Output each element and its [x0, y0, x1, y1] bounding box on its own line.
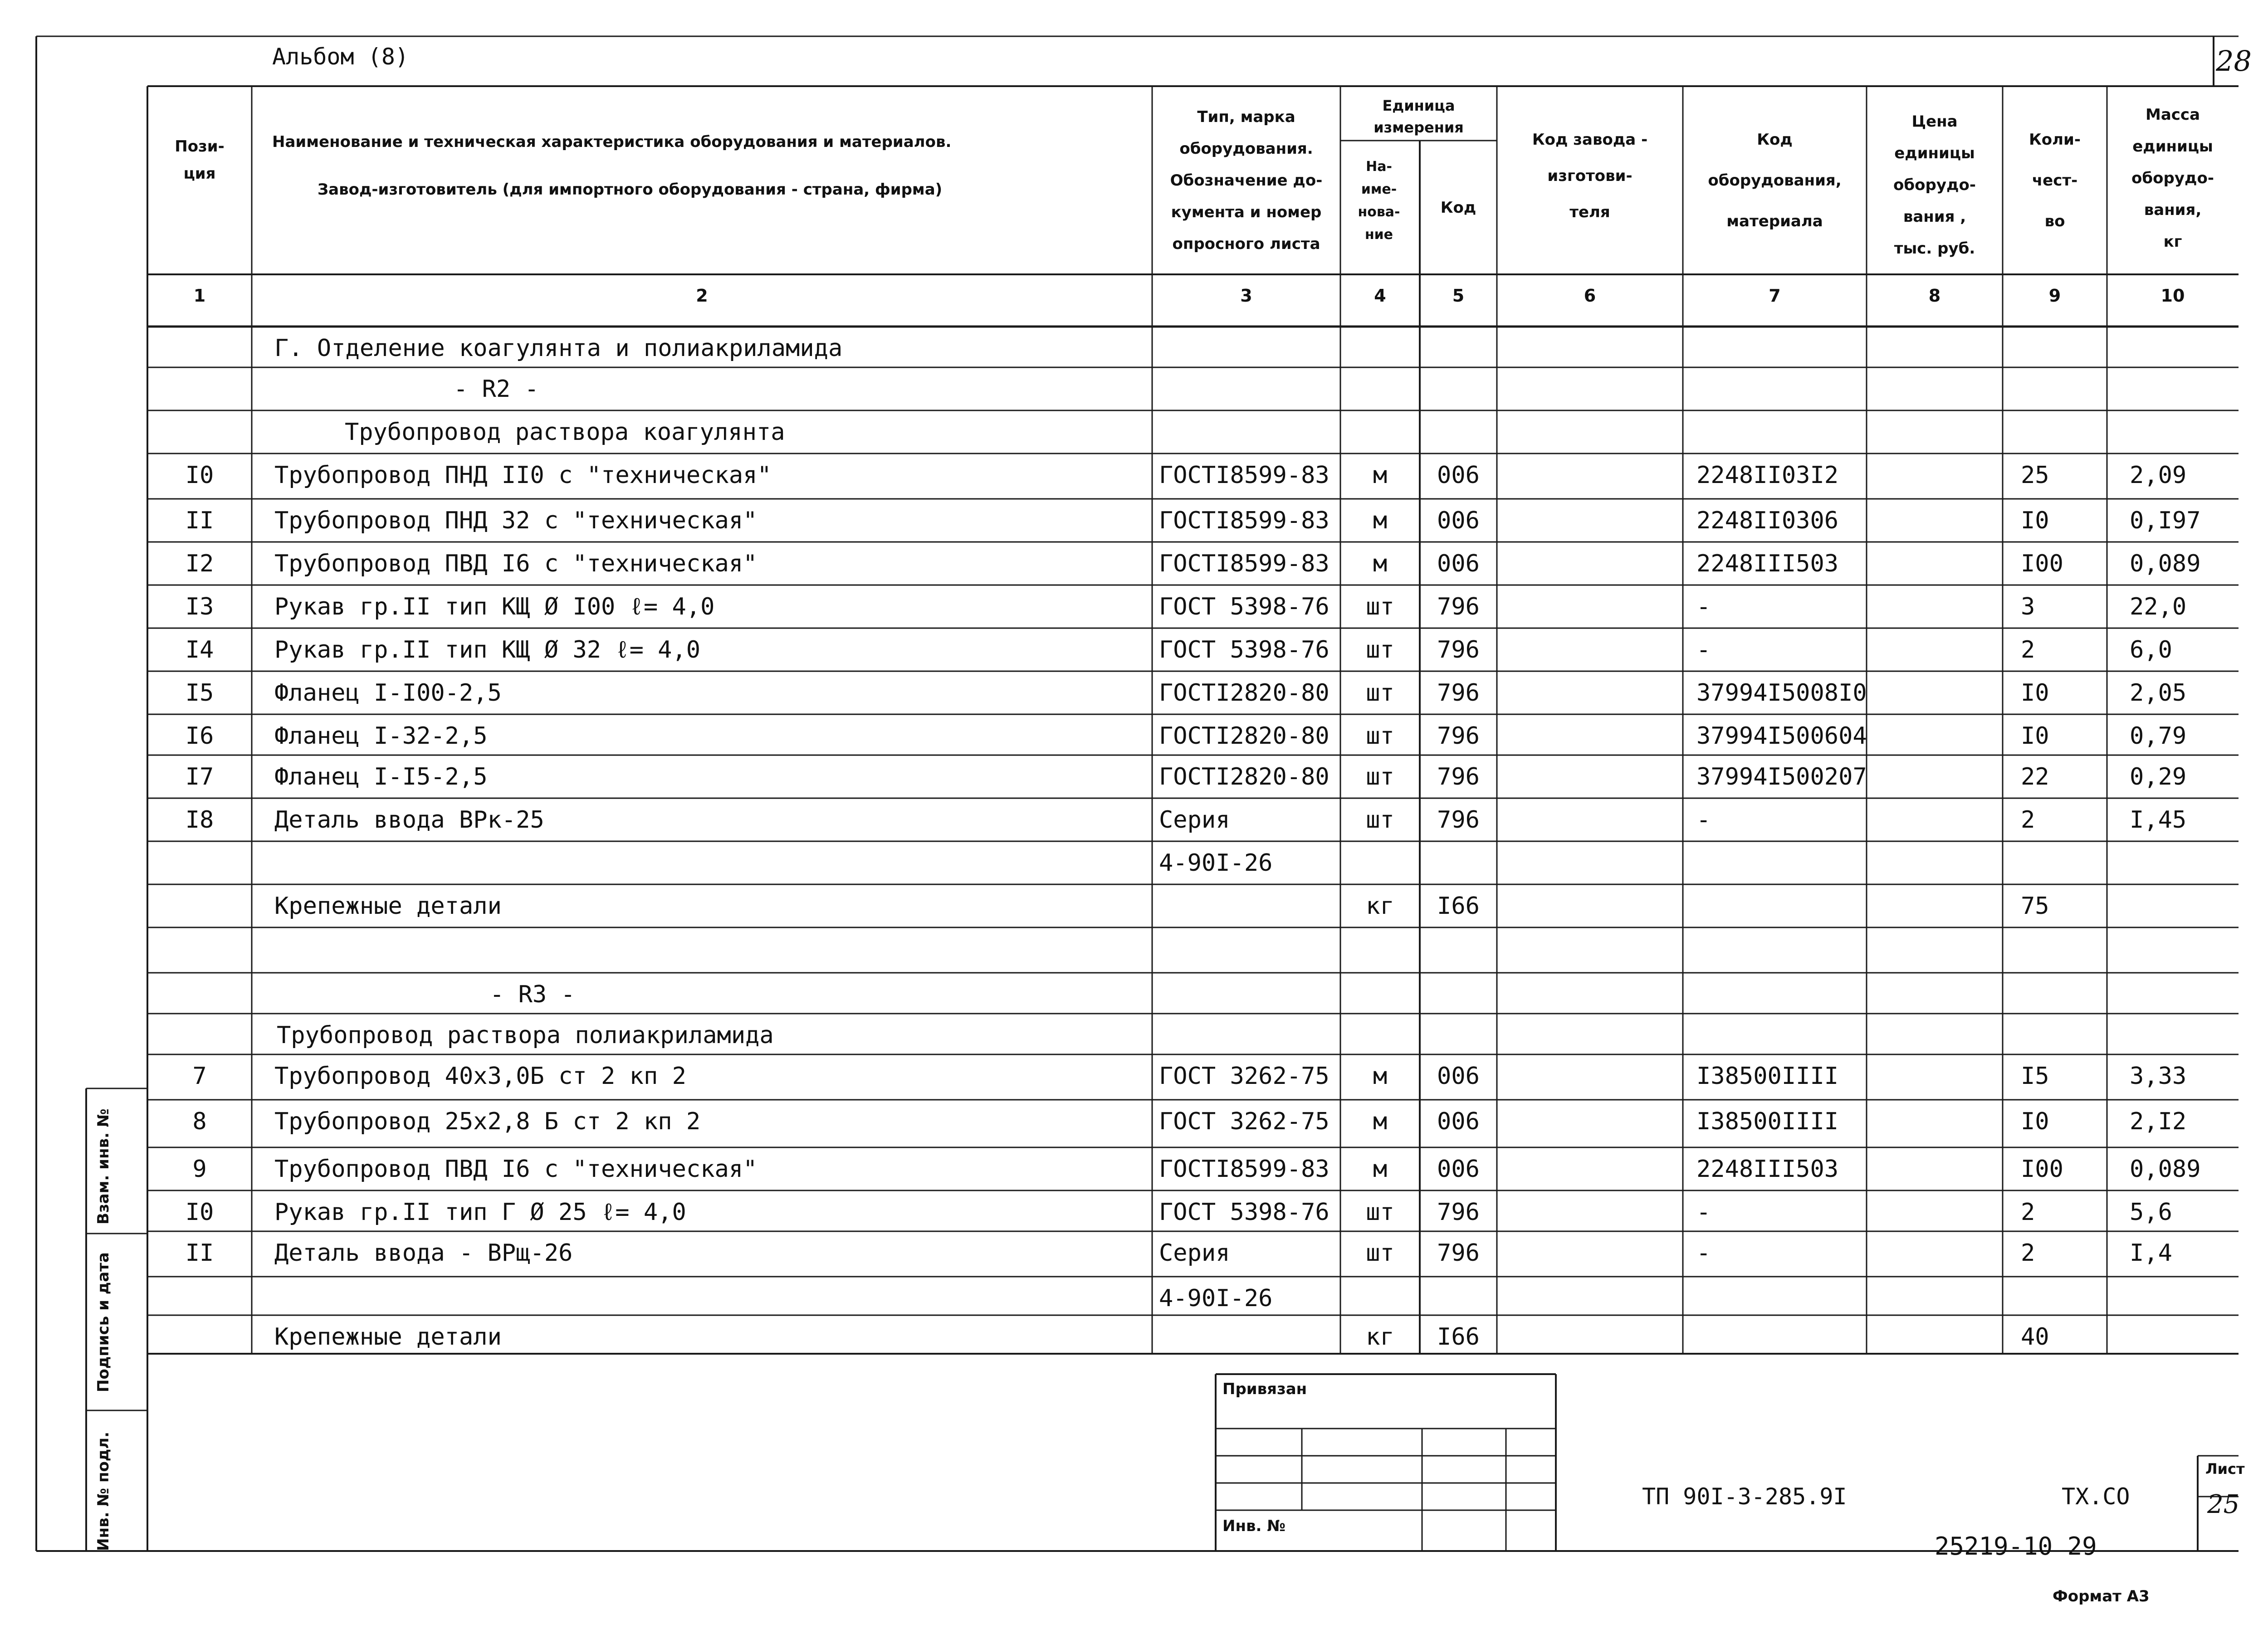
row-mass: I,4 — [2130, 1239, 2172, 1267]
header-type: Тип, марка — [1197, 108, 1295, 126]
row-unit: м — [1373, 507, 1388, 534]
row-document: ГОСТI8599-83 — [1159, 507, 1330, 534]
row-document: ГОСТI2820-80 — [1159, 763, 1330, 790]
row-unit: м — [1373, 550, 1388, 577]
row-material-code: I38500IIII — [1696, 1108, 1839, 1135]
header-price: Цена — [1911, 112, 1958, 131]
page-number: 28 — [2216, 44, 2252, 78]
row-quantity: I0 — [2021, 507, 2049, 534]
section-marker: - R2 - — [454, 376, 539, 403]
row-name: Рукав гр.II тип КЩ Ø I00 ℓ= 4,0 — [274, 593, 715, 620]
row-name: Крепежные детали — [274, 1323, 502, 1351]
row-mass: I,45 — [2130, 806, 2187, 834]
header-price: вания , — [1903, 208, 1966, 226]
header-unit: Единица — [1382, 97, 1455, 114]
row-quantity: 2 — [2021, 806, 2035, 834]
row-material-code: - — [1696, 1239, 1711, 1267]
row-document: ГОСТ 5398-76 — [1159, 593, 1330, 620]
row-quantity: I0 — [2021, 1108, 2049, 1135]
header-equipment-code: оборудования, — [1708, 171, 1842, 190]
row-name: Трубопровод ПВД I6 с "техническая" — [274, 1156, 758, 1183]
row-quantity: 2 — [2021, 636, 2035, 663]
row-unit-code: 006 — [1437, 550, 1480, 577]
column-number: 4 — [1374, 286, 1386, 306]
row-material-code: I38500IIII — [1696, 1063, 1839, 1090]
doc-code: ТП 90I-3-285.9I — [1642, 1483, 1847, 1510]
row-document: ГОСТ 3262-75 — [1159, 1063, 1330, 1090]
row-unit: шт — [1366, 763, 1394, 790]
format-label: Формат А3 — [2053, 1587, 2150, 1605]
column-number: 8 — [1928, 286, 1941, 306]
row-unit-code: 006 — [1437, 462, 1480, 489]
row-unit-code: 796 — [1437, 1239, 1480, 1267]
row-name: Фланец I-32-2,5 — [274, 722, 488, 750]
row-unit-code: 796 — [1437, 763, 1480, 790]
row-name: Трубопровод раствора полиакриламида — [277, 1022, 774, 1049]
header-position: Пози- — [175, 137, 225, 156]
row-position: II — [185, 1239, 214, 1267]
row-unit: м — [1373, 1156, 1388, 1183]
row-document: Серия — [1159, 1239, 1230, 1267]
row-document: ГОСТI8599-83 — [1159, 1156, 1330, 1183]
row-name: Крепежные детали — [274, 893, 502, 920]
row-mass: 2,05 — [2130, 679, 2187, 707]
header-unit-name: нова- — [1358, 204, 1400, 220]
header-factory-code: изготови- — [1547, 167, 1633, 185]
row-unit: шт — [1366, 636, 1394, 663]
row-unit-code: 796 — [1437, 1199, 1480, 1226]
side-label-signature: Подпись и дата — [94, 1252, 112, 1392]
row-document: ГОСТ 5398-76 — [1159, 1199, 1330, 1226]
row-unit-code: 006 — [1437, 1063, 1480, 1090]
row-material-code: 37994I500207 — [1696, 763, 1867, 790]
row-position: I7 — [185, 763, 214, 790]
row-position: 7 — [192, 1063, 207, 1090]
row-document: ГОСТI2820-80 — [1159, 722, 1330, 750]
row-material-code: 37994I500604 — [1696, 722, 1867, 750]
header-unit-code: Код — [1440, 199, 1476, 217]
row-position: II — [185, 507, 214, 534]
row-unit: шт — [1366, 1239, 1394, 1267]
row-mass: 0,79 — [2130, 722, 2187, 750]
row-unit-code: 006 — [1437, 1108, 1480, 1135]
row-material-code: 2248III503 — [1696, 550, 1839, 577]
row-name: Деталь ввода - ВРщ-26 — [274, 1239, 573, 1267]
header-factory-code: Код завода - — [1532, 131, 1648, 149]
row-quantity: I00 — [2021, 550, 2063, 577]
row-unit-code: I66 — [1437, 893, 1480, 920]
row-position: I5 — [185, 679, 214, 707]
header-type: опросного листа — [1172, 235, 1320, 253]
header-quantity: во — [2044, 212, 2065, 230]
column-number: 3 — [1240, 286, 1252, 306]
row-mass: 22,0 — [2130, 593, 2187, 620]
row-mass: 3,33 — [2130, 1063, 2187, 1090]
header-mass: оборудо- — [2131, 169, 2214, 187]
header-mass: кг — [2163, 233, 2182, 251]
row-unit-code: 796 — [1437, 679, 1480, 707]
row-position: 8 — [192, 1108, 207, 1135]
header-name-line2: Завод-изготовитель (для импортного оборудования - страна, фирма) — [318, 180, 943, 199]
row-material-code: - — [1696, 593, 1711, 620]
header-unit-name: На- — [1366, 159, 1392, 175]
header-type: кумента и номер — [1171, 203, 1322, 221]
header-position: ция — [183, 165, 216, 183]
row-document: ГОСТI8599-83 — [1159, 550, 1330, 577]
row-position: I4 — [185, 636, 214, 663]
row-name: Трубопровод ПНД 32 с "техническая" — [274, 507, 758, 534]
header-equipment-code: материала — [1726, 212, 1823, 230]
row-quantity: I0 — [2021, 722, 2049, 750]
row-name: Рукав гр.II тип КЩ Ø 32 ℓ= 4,0 — [274, 636, 701, 663]
row-mass: 5,6 — [2130, 1199, 2172, 1226]
row-unit: м — [1373, 462, 1388, 489]
header-price: оборудо- — [1893, 176, 1976, 194]
row-quantity: I5 — [2021, 1063, 2049, 1090]
header-mass: Масса — [2145, 106, 2200, 124]
row-quantity: 22 — [2021, 763, 2049, 790]
row-document: 4-90I-26 — [1159, 1285, 1273, 1312]
row-quantity: 3 — [2021, 593, 2035, 620]
column-number: 6 — [1584, 286, 1596, 306]
sheet-label: Лист — [2205, 1460, 2245, 1478]
header-unit-name: ние — [1364, 227, 1393, 243]
row-name: Трубопровод ПВД I6 с "техническая" — [274, 550, 758, 577]
row-unit-code: 796 — [1437, 806, 1480, 834]
row-document: Серия — [1159, 806, 1230, 834]
header-type: Обозначение до- — [1170, 171, 1323, 190]
inv-no-label: Инв. № — [1222, 1517, 1286, 1535]
row-document: 4-90I-26 — [1159, 849, 1273, 877]
privyazan-label: Привязан — [1222, 1380, 1307, 1398]
sheet-number: 25 — [2207, 1490, 2240, 1519]
row-mass: 0,29 — [2130, 763, 2187, 790]
header-mass: вания, — [2144, 201, 2202, 219]
row-quantity: 40 — [2021, 1323, 2049, 1351]
row-unit-code: 796 — [1437, 636, 1480, 663]
row-quantity: 2 — [2021, 1239, 2035, 1267]
row-material-code: 2248III503 — [1696, 1156, 1839, 1183]
header-quantity: Коли- — [2029, 131, 2081, 149]
column-number: 2 — [696, 286, 708, 306]
row-document: ГОСТI2820-80 — [1159, 679, 1330, 707]
row-document: ГОСТI8599-83 — [1159, 462, 1330, 489]
column-number: 10 — [2160, 286, 2185, 306]
row-position: I0 — [185, 462, 214, 489]
row-document: ГОСТ 5398-76 — [1159, 636, 1330, 663]
section-code: ТХ.СО — [2062, 1483, 2130, 1510]
row-position: I0 — [185, 1199, 214, 1226]
row-name: Деталь ввода ВРк-25 — [274, 806, 544, 834]
row-mass: 2,09 — [2130, 462, 2187, 489]
row-position: I2 — [185, 550, 214, 577]
header-price: тыс. руб. — [1894, 239, 1975, 258]
row-unit: шт — [1366, 593, 1394, 620]
header-unit-name: име- — [1361, 181, 1397, 197]
row-unit: шт — [1366, 806, 1394, 834]
row-unit-code: 006 — [1437, 1156, 1480, 1183]
row-material-code: - — [1696, 636, 1711, 663]
row-unit-code: 796 — [1437, 593, 1480, 620]
header-name-line1: Наименование и техническая характеристика оборудования и материалов. — [272, 133, 952, 151]
header-mass: единицы — [2132, 137, 2213, 156]
header-type: оборудования. — [1179, 140, 1313, 158]
side-label-inv-podl: Инв. № подл. — [94, 1431, 112, 1551]
row-quantity: 2 — [2021, 1199, 2035, 1226]
column-number: 7 — [1769, 286, 1781, 306]
row-unit: кг — [1366, 893, 1394, 920]
row-quantity: I00 — [2021, 1156, 2063, 1183]
row-quantity: 25 — [2021, 462, 2049, 489]
section-marker: - R3 - — [490, 981, 575, 1008]
row-name: Фланец I-I00-2,5 — [274, 679, 502, 707]
header-unit: измерения — [1374, 119, 1464, 136]
row-name: Трубопровод ПНД II0 с "техническая" — [274, 462, 772, 489]
row-material-code: 37994I5008I0 — [1696, 679, 1867, 707]
row-mass: 2,I2 — [2130, 1108, 2187, 1135]
row-name: Трубопровод 25x2,8 Б ст 2 кп 2 — [274, 1108, 701, 1135]
row-name: Трубопровод 40x3,0Б ст 2 кп 2 — [274, 1063, 686, 1090]
row-mass: 0,089 — [2130, 1156, 2201, 1183]
row-name: Трубопровод раствора коагулянта — [345, 419, 785, 446]
row-unit: м — [1373, 1108, 1388, 1135]
column-number: 9 — [2048, 286, 2061, 306]
row-material-code: - — [1696, 1199, 1711, 1226]
row-quantity: I0 — [2021, 679, 2049, 707]
row-material-code: 2248II0306 — [1696, 507, 1839, 534]
column-number: 1 — [193, 286, 206, 306]
row-name: Рукав гр.II тип Г Ø 25 ℓ= 4,0 — [274, 1199, 686, 1226]
header-equipment-code: Код — [1757, 131, 1793, 149]
row-mass: 6,0 — [2130, 636, 2172, 663]
row-name: Г. Отделение коагулянта и полиакриламида — [274, 335, 843, 362]
row-position: I8 — [185, 806, 214, 834]
footer-number: 25219-10 29 — [1935, 1532, 2097, 1561]
row-mass: 0,I97 — [2130, 507, 2201, 534]
row-unit-code: 796 — [1437, 722, 1480, 750]
header-price: единицы — [1894, 144, 1975, 162]
row-mass: 0,089 — [2130, 550, 2201, 577]
header-quantity: чест- — [2032, 171, 2078, 190]
row-position: I6 — [185, 722, 214, 750]
row-position: I3 — [185, 593, 214, 620]
row-unit-code: I66 — [1437, 1323, 1480, 1351]
side-label-vzam: Взам. инв. № — [94, 1108, 112, 1224]
row-material-code: 2248II03I2 — [1696, 462, 1839, 489]
header-factory-code: теля — [1569, 203, 1610, 221]
column-number: 5 — [1452, 286, 1465, 306]
row-unit: м — [1373, 1063, 1388, 1090]
row-unit: шт — [1366, 722, 1394, 750]
row-name: Фланец I-I5-2,5 — [274, 763, 488, 790]
row-unit-code: 006 — [1437, 507, 1480, 534]
row-unit: шт — [1366, 679, 1394, 707]
row-unit: шт — [1366, 1199, 1394, 1226]
row-material-code: - — [1696, 806, 1711, 834]
row-position: 9 — [192, 1156, 207, 1183]
row-quantity: 75 — [2021, 893, 2049, 920]
row-unit: кг — [1366, 1323, 1394, 1351]
album-title: Альбом (8) — [272, 44, 409, 70]
row-document: ГОСТ 3262-75 — [1159, 1108, 1330, 1135]
